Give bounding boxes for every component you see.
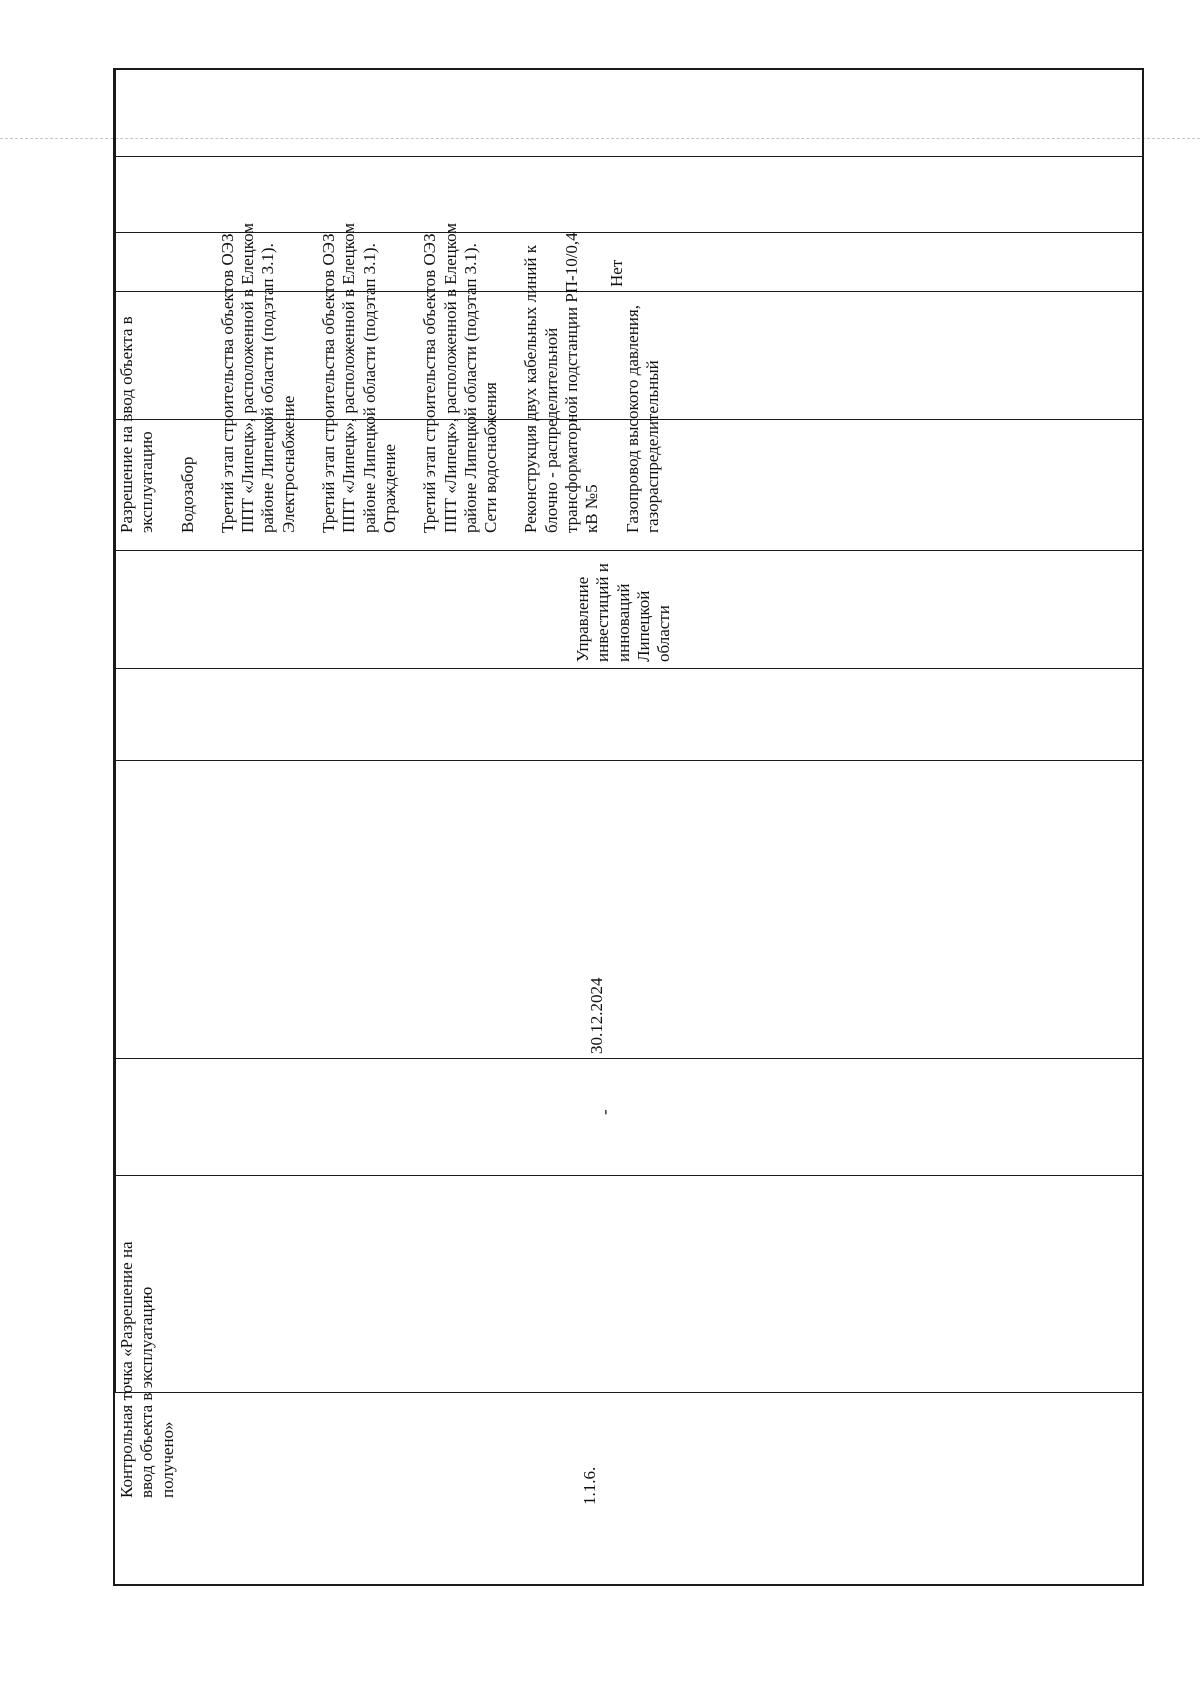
description-heading: Разрешение на ввод объекта в эксплуатацию bbox=[117, 316, 157, 533]
description-item: Реконструкция двух кабельных линий к блочно - распределительной трансформаторной подстанции РП-10/0,4 кВ №5 bbox=[521, 232, 602, 533]
column-divider bbox=[115, 668, 1142, 669]
column-divider bbox=[115, 1392, 1142, 1393]
end-date: 30.12.2024 bbox=[587, 977, 606, 1054]
control-point-name: Контрольная точка «Разрешение на ввод объекта в эксплуатацию получено» bbox=[117, 1241, 177, 1498]
data-table bbox=[113, 68, 1144, 1586]
column-divider bbox=[115, 1058, 1142, 1059]
description-item: Третий этап строительства объектов ОЭЗ ППТ «Липецк», расположенной в Елецком районе Липецкой области (подэтап 3.1). Сети водоснабжения bbox=[420, 222, 501, 533]
gis-flag: Нет bbox=[607, 259, 626, 287]
result-description bbox=[117, 219, 663, 533]
row-number: 1.1.6. bbox=[580, 1466, 599, 1505]
column-divider bbox=[115, 1175, 1142, 1176]
description-item: Газопровод высокого давления, газораспределительный bbox=[622, 305, 662, 533]
description-item: Третий этап строительства объектов ОЭЗ ППТ «Липецк», расположенной в Елецком районе Липецкой области (подэтап 3.1). Ограждение bbox=[319, 222, 399, 533]
start-date: - bbox=[595, 1109, 614, 1115]
column-divider bbox=[115, 760, 1142, 761]
column-divider bbox=[115, 156, 1142, 157]
row-divider bbox=[115, 70, 116, 1392]
responsible-executor: Управление инвестиций и инноваций Липецкой области bbox=[573, 563, 674, 662]
description-item: Водозабор bbox=[177, 456, 197, 533]
description-item: Третий этап строительства объектов ОЭЗ ППТ «Липецк», расположенной в Елецком районе Липецкой области (подэтап 3.1). Электроснабжение bbox=[217, 222, 298, 533]
